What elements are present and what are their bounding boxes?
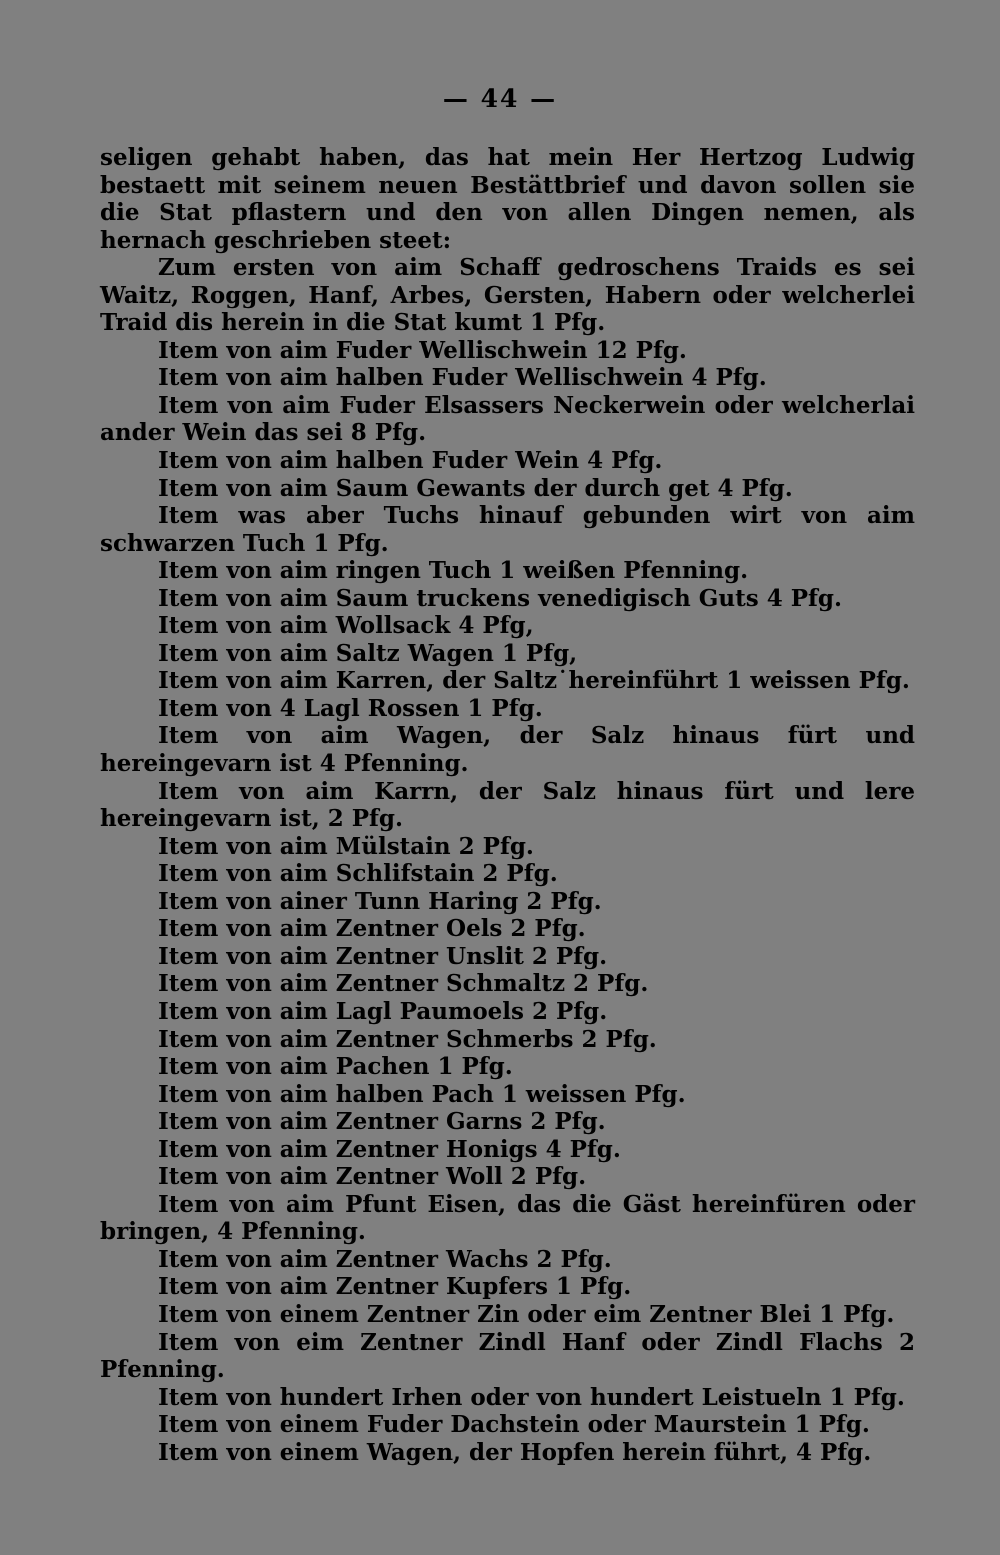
toll-item-paragraph: Item von aim halben Pach 1 weissen Pfg.: [158, 1080, 686, 1108]
toll-item-paragraph: Item von aim Zentner Woll 2 Pfg.: [158, 1163, 587, 1191]
toll-item-paragraph: Item von aim Mülstain 2 Pfg.: [158, 832, 534, 860]
toll-item-paragraph: Item von aim Pachen 1 Pfg.: [158, 1053, 513, 1081]
toll-item-paragraph: Item von aim Saltz Wagen 1 Pfg,: [158, 639, 578, 667]
body-text: [100, 144, 915, 1466]
toll-item-paragraph: Item von aim Zentner Oels 2 Pfg.: [158, 915, 586, 943]
toll-item-paragraph: Item von aim Zentner Honigs 4 Pfg.: [158, 1135, 621, 1163]
toll-item-paragraph: Item von aim Zentner Garns 2 Pfg.: [158, 1108, 606, 1136]
toll-item-paragraph: Item von einem Fuder Dachstein oder Maurstein 1 Pfg.: [158, 1411, 870, 1439]
toll-item-paragraph: Item von aim Wagen, der Salz hinaus fürt und hereingevarn ist 4 Pfenning.: [100, 722, 915, 778]
toll-item-paragraph: Item von 4 Lagl Rossen 1 Pfg.: [158, 694, 543, 722]
toll-item-paragraph: Zum ersten von aim Schaff gedroschens Traids es sei Waitz, Roggen, Hanf, Arbes, Gersten, Habern oder welcherlei Traid dis herein in die Stat kumt 1 Pfg.: [100, 254, 915, 337]
toll-item-paragraph: Item von aim halben Fuder Wein 4 Pfg.: [158, 447, 663, 475]
toll-item-paragraph: Item was aber Tuchs hinauf gebunden wirt von aim schwarzen Tuch 1 Pfg.: [100, 502, 915, 557]
toll-item-paragraph: Item von ainer Tunn Haring 2 Pfg.: [158, 887, 602, 915]
toll-item-paragraph: Item von aim Pfunt Eisen, das die Gäst hereinfüren oder bringen, 4 Pfenning.: [100, 1190, 915, 1246]
toll-item-paragraph: Item von aim Karren, der Saltz˙hereinführt 1 weissen Pfg.: [158, 667, 910, 695]
toll-item-paragraph: Item von aim Lagl Paumoels 2 Pfg.: [158, 997, 608, 1025]
toll-item-paragraph: Item von aim Schlifstain 2 Pfg.: [158, 860, 558, 888]
toll-item-paragraph: Item von einem Zentner Zin oder eim Zentner Blei 1 Pfg.: [158, 1300, 895, 1328]
toll-item-paragraph: Item von aim Zentner Unslit 2 Pfg.: [158, 942, 608, 970]
toll-item-paragraph: Item von aim Zentner Kupfers 1 Pfg.: [158, 1273, 632, 1301]
toll-item-paragraph: Item von aim Zentner Schmerbs 2 Pfg.: [158, 1025, 657, 1053]
toll-item-paragraph: Item von aim ringen Tuch 1 weißen Pfenning.: [158, 557, 749, 585]
toll-item-paragraph: Item von aim Fuder Wellischwein 12 Pfg.: [158, 336, 687, 364]
continued-paragraph: seligen gehabt haben, das hat mein Her Hertzog Ludwig bestaett mit seinem neuen Bestättbrief und davon sollen sie die Stat pflastern und den von allen Dingen nemen, als hernach geschrieben steet:: [100, 144, 915, 254]
toll-item-paragraph: Item von aim Zentner Wachs 2 Pfg.: [158, 1245, 612, 1273]
toll-item-paragraph: Item von aim Zentner Schmaltz 2 Pfg.: [158, 970, 649, 998]
toll-item-paragraph: Item von aim Karrn, der Salz hinaus fürt und lere hereingevarn ist, 2 Pfg.: [100, 777, 915, 833]
toll-item-paragraph: Item von aim Saum Gewants der durch get 4 Pfg.: [158, 474, 793, 502]
toll-item-paragraph: Item von eim Zentner Zindl Hanf oder Zindl Flachs 2 Pfenning.: [100, 1328, 915, 1384]
toll-item-paragraph: Item von hundert Irhen oder von hundert Leistueln 1 Pfg.: [158, 1383, 905, 1411]
toll-item-paragraph: Item von aim Wollsack 4 Pfg,: [158, 612, 534, 640]
toll-item-paragraph: Item von aim halben Fuder Wellischwein 4 Pfg.: [158, 364, 767, 392]
toll-item-paragraph: Item von einem Wagen, der Hopfen herein führt, 4 Pfg.: [158, 1438, 872, 1466]
toll-item-paragraph: Item von aim Fuder Elsassers Neckerwein oder welcherlai ander Wein das sei 8 Pfg.: [100, 391, 915, 447]
toll-item-paragraph: Item von aim Saum truckens venedigisch Guts 4 Pfg.: [158, 584, 842, 612]
page-number: — 44 —: [442, 84, 558, 113]
